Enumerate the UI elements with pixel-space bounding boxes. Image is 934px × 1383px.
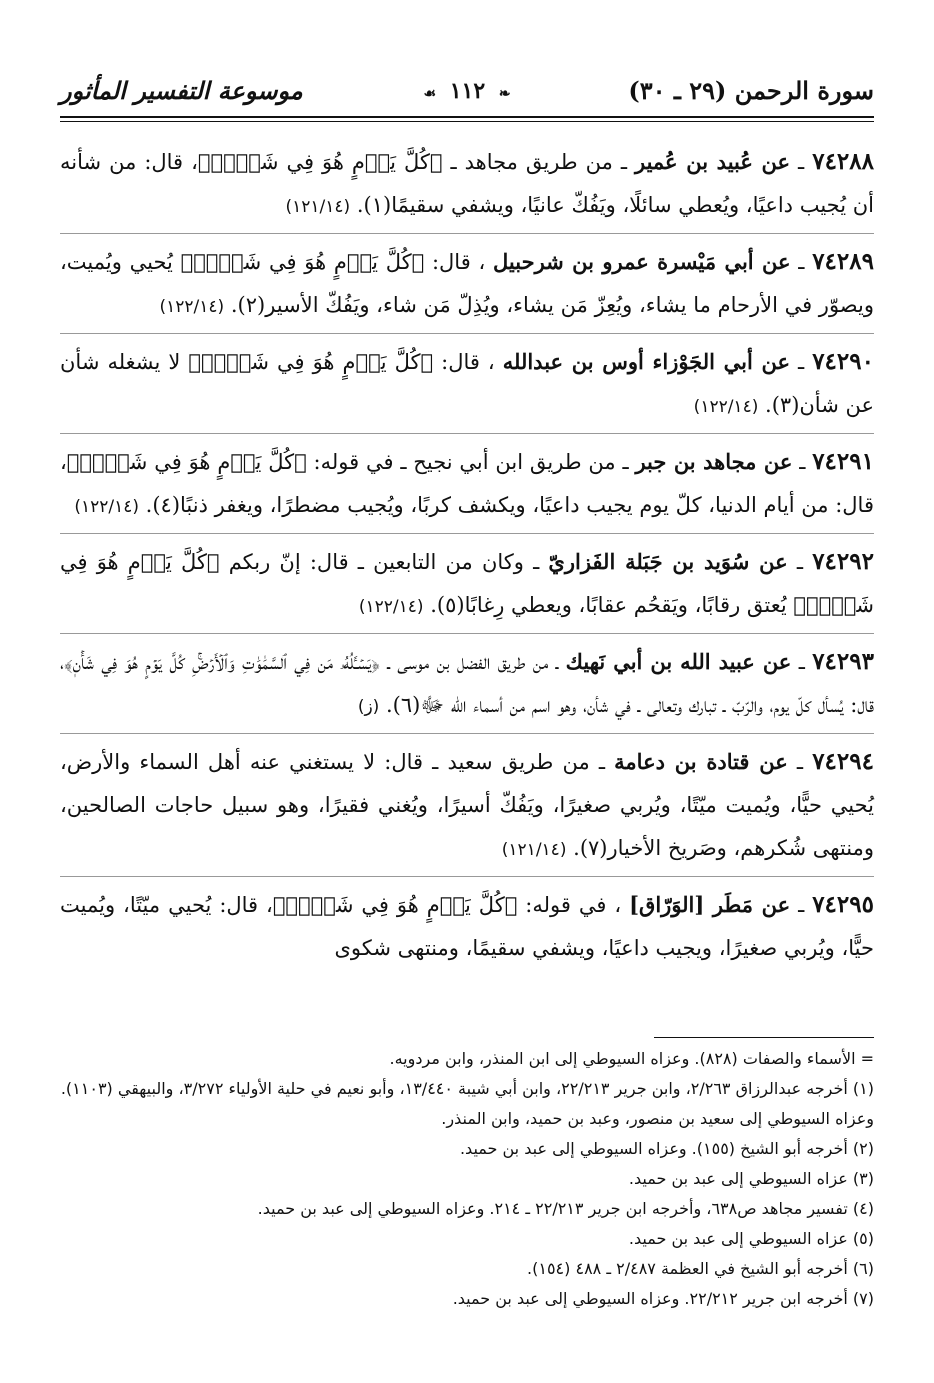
entry-reference: (١٢٢/١٤)	[159, 297, 225, 317]
footnote: (٦) أخرجه أبو الشيخ في العظمة ٢/٤٨٧ ـ ٤٨٨ (١٥٤).	[527, 1259, 874, 1278]
narration-entry: ٧٤٢٨٩ ـ عن أبي مَيْسرة عمرو بن شرحبيل ، قال: ﴿كُلَّ يَوۡمٍ هُوَ فِي شَأۡنٖ﴾ يُحيي ويُميت، ويصوّر في الأرحام ما يشاء، ويُعِزّ مَن يشاء، ويُذِلّ مَن شاء، ويَفُكّ الأسير(٢). (١٢٢/١٤)	[60, 240, 874, 334]
narration-entry: ٧٤٢٨٨ ـ عن عُبيد بن عُمير ـ من طريق مجاهد ـ ﴿كُلَّ يَوۡمٍ هُوَ فِي شَأۡنٖ﴾، قال: من شأنه أن يُجيب داعيًا، ويُعطي سائلًا، ويَفُكّ عانيًا، ويشفي سقيمًا(١). (١٢١/١٤)	[60, 140, 874, 234]
footnote: (٥) عزاه السيوطي إلى عبد بن حميد.	[628, 1229, 874, 1248]
entry-number: ٧٤٢٩٤	[812, 748, 874, 775]
narration-entry: ٧٤٢٩٣ ـ عن عبيد الله بن أبي نَهيك ـ من طريق الفضل بن موسى ـ ﴿يَسۡـَٔلُهُۥ مَن فِي ٱلسَّمَٰوَٰتِ وَٱلۡأَرۡضِۚ كُلَّ يَوۡمٍ هُوَ فِي شَأۡنٖ﴾، قال: يُسأل كلّ يوم، والرّبّ ـ تبارك وتعالى ـ في شأن، وهو اسم من أسماء الله ﷻ(٦). (ز)	[60, 640, 874, 734]
footnote: = الأسماء والصفات (٨٢٨). وعزاه السيوطي إلى ابن المنذر، وابن مردويه.	[389, 1049, 874, 1068]
entry-narrator: عن مَطَر [الوَرّاق]	[629, 892, 791, 917]
narration-entry: ٧٤٢٩٠ ـ عن أبي الجَوْزاء أوس بن عبدالله ، قال: ﴿كُلَّ يَوۡمٍ هُوَ فِي شَأۡنٖ﴾ لا يشغله شأن عن شأن(٣). (١٢٢/١٤)	[60, 340, 874, 434]
running-header	[60, 74, 874, 110]
page-number: ١١٢	[449, 78, 486, 104]
entry-narrator: عن مجاهد بن جبر	[635, 449, 793, 474]
entry-text: ، قال: ﴿كُلَّ يَوۡمٍ هُوَ فِي شَأۡنٖ﴾ يُحيي ويُميت، ويصوّر في الأرحام ما يشاء، ويُعِزّ مَن يشاء، ويُذِلّ مَن شاء، ويَفُكّ الأسير(٢).	[60, 250, 874, 317]
entry-number: ٧٤٢٨٨	[812, 148, 874, 175]
entry-reference: (ز)	[357, 697, 380, 717]
entry-reference: (١٢٢/١٤)	[74, 497, 139, 517]
entry-text: ـ من طريق مجاهد ـ ﴿كُلَّ يَوۡمٍ هُوَ فِي شَأۡنٖ﴾، قال: من شأنه أن يُجيب داعيًا، ويُعطي سائلًا، ويَفُكّ عانيًا، ويشفي سقيمًا(١).	[60, 150, 874, 217]
entry-reference: (١٢٢/١٤)	[358, 597, 424, 617]
main-text	[60, 140, 874, 980]
entry-reference: (١٢٢/١٤)	[693, 397, 759, 417]
ornament-left-icon: ❧	[498, 86, 511, 102]
header-rule	[60, 116, 874, 118]
entry-narrator: عن أبي مَيْسرة عمرو بن شرحبيل	[493, 249, 791, 274]
entry-narrator: عن سُوَيد بن جَبَلة الفَزاريّ	[548, 549, 788, 574]
ornament-right-icon: ☙	[423, 86, 437, 102]
footnote: (١) أخرجه عبدالرزاق ٢/٢٦٣، وابن جرير ٢٢/٢١٣، وابن أبي شيبة ١٣/٤٤٠، وأبو نعيم في حلية الأولياء ٣/٢٧٢، والبيهقي (١١٠٣). وعزاه السيوطي إلى سعيد بن منصور، وعبد بن حميد، وابن المنذر.	[60, 1079, 874, 1128]
entry-narrator: عن عبيد الله بن أبي نَهيك	[565, 649, 792, 674]
narration-entry: ٧٤٢٩٢ ـ عن سُوَيد بن جَبَلة الفَزاريّ ـ وكان من التابعين ـ قال: إنّ ربكم ﴿كُلَّ يَوۡمٍ هُوَ فِي شَأۡنٖ﴾ يُعتق رقابًا، ويَقحُم عقابًا، ويعطي رِغابًا(٥). (١٢٢/١٤)	[60, 540, 874, 634]
footnotes	[60, 1044, 874, 1314]
entry-number: ٧٤٢٨٩	[812, 248, 874, 275]
narration-entry: ٧٤٢٩١ ـ عن مجاهد بن جبر ـ من طريق ابن أبي نجيح ـ في قوله: ﴿كُلَّ يَوۡمٍ هُوَ فِي شَأۡنٖ﴾، قال: من أيام الدنيا، كلّ يوم يجيب داعيًا، ويكشف كربًا، ويُجيب مضطرًا، ويغفر ذنبًا(٤). (١٢٢/١٤)	[60, 440, 874, 534]
entry-text: ، قال: ﴿كُلَّ يَوۡمٍ هُوَ فِي شَأۡنٖ﴾ لا يشغله شأن عن شأن(٣).	[60, 350, 874, 417]
header-rule-thin	[60, 121, 874, 122]
entry-reference: (١٢١/١٤)	[285, 197, 351, 217]
footnote: (٣) عزاه السيوطي إلى عبد بن حميد.	[628, 1169, 874, 1188]
footnote: (٤) تفسير مجاهد ص٦٣٨، وأخرجه ابن جرير ٢٢/٢١٣ ـ ٢١٤. وعزاه السيوطي إلى عبد بن حميد.	[257, 1199, 874, 1218]
entry-reference: (١٢١/١٤)	[501, 840, 567, 860]
entry-narrator: عن قتادة بن دعامة	[614, 749, 788, 774]
entry-text: ـ من طريق الفضل بن موسى ـ ﴿يَسۡـَٔلُهُۥ مَن فِي ٱلسَّمَٰوَٰتِ وَٱلۡأَرۡضِۚ كُلَّ يَوۡمٍ هُوَ فِي شَأۡنٖ﴾، قال: يُسأل كلّ يوم، والرّبّ ـ تبارك وتعالى ـ في شأن، وهو اسم من أسماء الله ﷻ(٦).	[60, 650, 874, 717]
entry-number: ٧٤٢٩٥	[812, 891, 874, 918]
footnote: (٢) أخرجه أبو الشيخ (١٥٥). وعزاه السيوطي إلى عبد بن حميد.	[459, 1139, 874, 1158]
entry-number: ٧٤٢٩٣	[812, 648, 874, 675]
surah-title: سورة الرحمن (٢٩ ـ ٣٠)	[628, 76, 874, 105]
book-title: موسوعة التفسير المأثور	[60, 76, 303, 105]
entry-number: ٧٤٢٩٠	[812, 348, 874, 375]
narration-entry: ٧٤٢٩٤ ـ عن قتادة بن دعامة ـ من طريق سعيد ـ قال: لا يستغني عنه أهل السماء والأرض، يُحيي حيًّا، ويُميت ميّتًا، ويُربي صغيرًا، ويَفُكّ أسيرًا، ويُغني فقيرًا، وهو سبيل حاجات الصالحين، ومنتهى شُكرهم، وصَريخ الأخيار(٧). (١٢١/١٤)	[60, 740, 874, 877]
narration-entry: ٧٤٢٩٥ ـ عن مَطَر [الوَرّاق] ، في قوله: ﴿كُلَّ يَوۡمٍ هُوَ فِي شَأۡنٖ﴾، قال: يُحيي ميّتًا، ويُميت حيًّا، ويُربي صغيرًا، ويجيب داعيًا، ويشفي سقيمًا، ومنتهى شكوى	[60, 891, 874, 960]
entry-narrator: عن أبي الجَوْزاء أوس بن عبدالله	[502, 349, 790, 374]
entry-text: ، في قوله: ﴿كُلَّ يَوۡمٍ هُوَ فِي شَأۡنٖ﴾، قال: يُحيي ميّتًا، ويُميت حيًّا، ويُربي صغيرًا، ويجيب داعيًا، ويشفي سقيمًا، ومنتهى شكوى	[60, 893, 874, 960]
footnote-separator	[654, 1037, 874, 1038]
entry-text: ـ من طريق ابن أبي نجيح ـ في قوله: ﴿كُلَّ يَوۡمٍ هُوَ فِي شَأۡنٖ﴾، قال: من أيام الدنيا، كلّ يوم يجيب داعيًا، ويكشف كربًا، ويُجيب مضطرًا، ويغفر ذنبًا(٤).	[60, 450, 874, 517]
entry-narrator: عن عُبيد بن عُمير	[634, 149, 791, 174]
entry-text: ـ من طريق سعيد ـ قال: لا يستغني عنه أهل السماء والأرض، يُحيي حيًّا، ويُميت ميّتًا، ويُربي صغيرًا، ويَفُكّ أسيرًا، ويُغني فقيرًا، وهو سبيل حاجات الصالحين، ومنتهى شُكرهم، وصَريخ الأخيار(٧).	[60, 750, 874, 860]
entry-number: ٧٤٢٩١	[812, 448, 874, 475]
footnote: (٧) أخرجه ابن جرير ٢٢/٢١٢. وعزاه السيوطي إلى عبد بن حميد.	[452, 1289, 874, 1308]
entry-number: ٧٤٢٩٢	[812, 548, 874, 575]
entry-text: ـ وكان من التابعين ـ قال: إنّ ربكم ﴿كُلَّ يَوۡمٍ هُوَ فِي شَأۡنٖ﴾ يُعتق رقابًا، ويَقحُم عقابًا، ويعطي رِغابًا(٥).	[60, 550, 874, 617]
